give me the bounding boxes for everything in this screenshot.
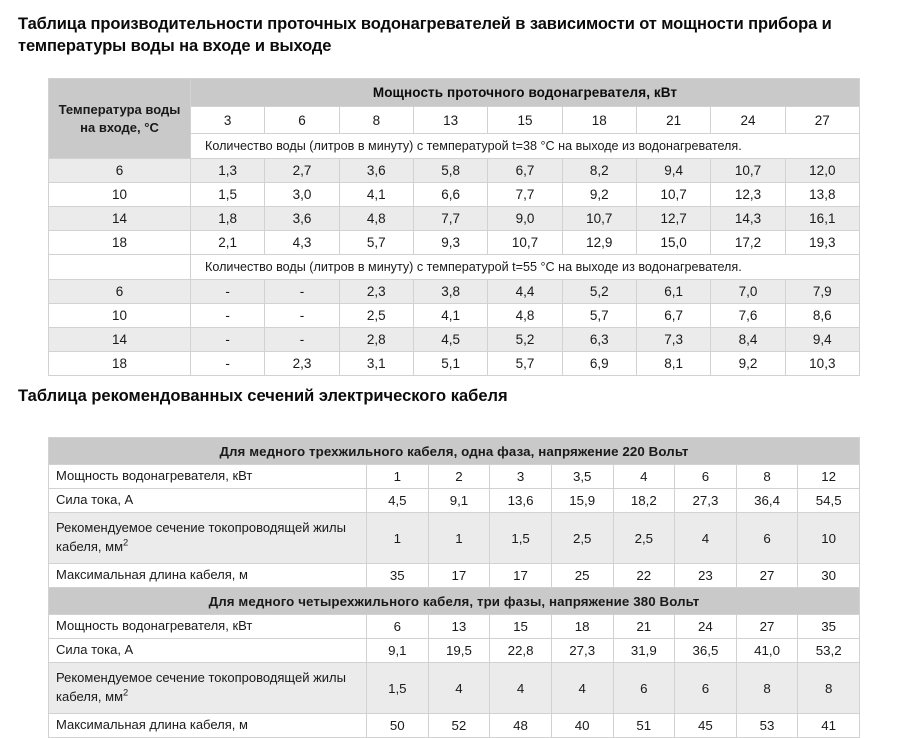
cable-row-value: 27 xyxy=(736,564,798,588)
cable-row-value: 6 xyxy=(675,663,737,714)
inlet-temperature-value: 18 xyxy=(49,352,191,376)
flow-rate-value: 10,7 xyxy=(711,159,785,183)
power-column-header: 24 xyxy=(711,107,785,134)
flow-rate-value: 9,2 xyxy=(562,183,636,207)
cable-row-value: 4 xyxy=(613,465,675,489)
power-column-header: 8 xyxy=(339,107,413,134)
cable-row-value: 1 xyxy=(367,513,429,564)
cable-row-value: 27 xyxy=(736,615,798,639)
flow-rate-value: 10,7 xyxy=(488,231,562,255)
banner-left-spacer xyxy=(49,255,191,280)
cable-row-value: 45 xyxy=(675,714,737,738)
flow-rate-value: 16,1 xyxy=(785,207,859,231)
flow-rate-value: 3,0 xyxy=(265,183,339,207)
cable-row-value: 4 xyxy=(428,663,490,714)
power-column-header: 15 xyxy=(488,107,562,134)
flow-rate-value: - xyxy=(265,304,339,328)
cable-row-value: 6 xyxy=(736,513,798,564)
cable-row-value: 13 xyxy=(428,615,490,639)
flow-rate-value: 2,5 xyxy=(339,304,413,328)
cable-row-value: 19,5 xyxy=(428,639,490,663)
flow-rate-value: 7,9 xyxy=(785,280,859,304)
flow-rate-value: 3,1 xyxy=(339,352,413,376)
cable-row-label: Рекомендуемое сечение токопроводящей жилы кабеля, $мм^2$ xyxy=(49,663,367,714)
flow-rate-value: 4,1 xyxy=(339,183,413,207)
flow-rate-value: 12,9 xyxy=(562,231,636,255)
cable-section-header-row xyxy=(49,438,860,465)
performance-section-banner-row xyxy=(49,255,860,280)
cable-row-value: 3,5 xyxy=(551,465,613,489)
table-row xyxy=(49,615,860,639)
cable-table-body xyxy=(49,438,860,738)
flow-rate-value: 7,7 xyxy=(413,207,487,231)
table-row xyxy=(49,159,860,183)
flow-rate-value: 2,3 xyxy=(339,280,413,304)
flow-rate-value: 2,7 xyxy=(265,159,339,183)
cable-row-value: 9,1 xyxy=(367,639,429,663)
cable-row-value: 53 xyxy=(736,714,798,738)
flow-rate-value: 9,4 xyxy=(636,159,710,183)
table-row xyxy=(49,513,860,564)
flow-rate-value: - xyxy=(265,328,339,352)
flow-rate-value: 7,0 xyxy=(711,280,785,304)
flow-rate-value: - xyxy=(191,304,265,328)
page-title-performance: Таблица производительности проточных водонагревателей в зависимости от мощности прибора и температуры воды на входе и выходе xyxy=(18,15,832,55)
cable-row-label: Сила тока, А xyxy=(49,489,367,513)
table-row xyxy=(49,352,860,376)
flow-rate-value: - xyxy=(265,280,339,304)
table-row xyxy=(49,465,860,489)
flow-rate-value: 2,3 xyxy=(265,352,339,376)
cable-row-value: 8 xyxy=(736,663,798,714)
flow-rate-value: 8,4 xyxy=(711,328,785,352)
flow-rate-value: 17,2 xyxy=(711,231,785,255)
flow-rate-value: 2,8 xyxy=(339,328,413,352)
cable-row-value: 35 xyxy=(798,615,860,639)
table-row xyxy=(49,714,860,738)
flow-rate-value: 7,7 xyxy=(488,183,562,207)
cable-row-value: 1,5 xyxy=(490,513,552,564)
cable-row-value: 6 xyxy=(675,465,737,489)
table-row xyxy=(49,304,860,328)
inlet-temperature-value: 14 xyxy=(49,328,191,352)
cable-row-value: 9,1 xyxy=(428,489,490,513)
cable-row-value: 23 xyxy=(675,564,737,588)
table-row xyxy=(49,207,860,231)
cable-row-value: 4 xyxy=(675,513,737,564)
cable-row-label: Максимальная длина кабеля, м xyxy=(49,564,367,588)
flow-rate-value: 5,2 xyxy=(562,280,636,304)
flow-rate-value: 6,1 xyxy=(636,280,710,304)
flow-rate-value: 5,8 xyxy=(413,159,487,183)
flow-rate-value: 5,1 xyxy=(413,352,487,376)
cable-row-value: 48 xyxy=(490,714,552,738)
cable-row-value: 2,5 xyxy=(551,513,613,564)
performance-table xyxy=(48,78,860,376)
performance-header-row-top xyxy=(49,79,860,107)
cable-row-value: 6 xyxy=(613,663,675,714)
page-title-cable: Таблица рекомендованных сечений электрического кабеля xyxy=(18,387,508,405)
cable-table xyxy=(48,437,860,738)
cable-row-value: 51 xyxy=(613,714,675,738)
flow-rate-value: 9,4 xyxy=(785,328,859,352)
cable-row-value: 4 xyxy=(551,663,613,714)
flow-rate-value: 13,8 xyxy=(785,183,859,207)
power-column-header: 3 xyxy=(191,107,265,134)
cable-row-label: Мощность водонагревателя, кВт xyxy=(49,615,367,639)
flow-rate-value: 5,7 xyxy=(488,352,562,376)
performance-table-body xyxy=(49,79,860,376)
flow-rate-value: 9,3 xyxy=(413,231,487,255)
cable-row-value: 18 xyxy=(551,615,613,639)
cable-row-label: Максимальная длина кабеля, м xyxy=(49,714,367,738)
table-row xyxy=(49,564,860,588)
cable-row-value: 2,5 xyxy=(613,513,675,564)
cable-row-value: 36,4 xyxy=(736,489,798,513)
section-banner: Количество воды (литров в минуту) с температурой t=55 °С на выходе из водонагревателя. xyxy=(191,255,860,280)
flow-rate-value: 3,8 xyxy=(413,280,487,304)
table-row xyxy=(49,328,860,352)
flow-rate-value: 4,3 xyxy=(265,231,339,255)
flow-rate-value: - xyxy=(191,280,265,304)
cable-row-value: 36,5 xyxy=(675,639,737,663)
flow-rate-value: - xyxy=(191,352,265,376)
cable-row-value: 1,5 xyxy=(367,663,429,714)
flow-rate-value: 6,3 xyxy=(562,328,636,352)
table-row xyxy=(49,489,860,513)
inlet-temperature-value: 10 xyxy=(49,183,191,207)
power-column-header: 27 xyxy=(785,107,859,134)
cable-row-label: Мощность водонагревателя, кВт xyxy=(49,465,367,489)
flow-rate-value: 6,7 xyxy=(488,159,562,183)
section-banner: Количество воды (литров в минуту) с температурой t=38 °С на выходе из водонагревателя. xyxy=(191,134,860,159)
cable-row-value: 40 xyxy=(551,714,613,738)
inlet-temperature-value: 10 xyxy=(49,304,191,328)
flow-rate-value: 10,7 xyxy=(636,183,710,207)
cable-row-value: 30 xyxy=(798,564,860,588)
power-header: Мощность проточного водонагревателя, кВт xyxy=(191,79,860,107)
cable-row-label: Сила тока, А xyxy=(49,639,367,663)
cable-row-value: 10 xyxy=(798,513,860,564)
flow-rate-value: 4,8 xyxy=(488,304,562,328)
cable-row-value: 17 xyxy=(490,564,552,588)
flow-rate-value: 1,3 xyxy=(191,159,265,183)
cable-row-value: 4 xyxy=(490,663,552,714)
flow-rate-value: 4,1 xyxy=(413,304,487,328)
flow-rate-value: 6,7 xyxy=(636,304,710,328)
cable-row-value: 8 xyxy=(798,663,860,714)
superscript-two: 2 xyxy=(123,537,129,548)
flow-rate-value: 7,3 xyxy=(636,328,710,352)
cable-row-value: 22 xyxy=(613,564,675,588)
cable-row-value: 24 xyxy=(675,615,737,639)
cable-row-value: 50 xyxy=(367,714,429,738)
inlet-temperature-value: 18 xyxy=(49,231,191,255)
cable-row-value: 25 xyxy=(551,564,613,588)
cable-section-header: Для медного четырехжильного кабеля, три фазы, напряжение 380 Вольт xyxy=(49,588,860,615)
flow-rate-value: - xyxy=(191,328,265,352)
flow-rate-value: 4,4 xyxy=(488,280,562,304)
power-column-header: 18 xyxy=(562,107,636,134)
cable-row-value: 52 xyxy=(428,714,490,738)
performance-table-container xyxy=(48,78,860,376)
flow-rate-value: 8,2 xyxy=(562,159,636,183)
cable-row-value: 41 xyxy=(798,714,860,738)
flow-rate-value: 6,6 xyxy=(413,183,487,207)
cable-row-value: 3 xyxy=(490,465,552,489)
flow-rate-value: 1,8 xyxy=(191,207,265,231)
cable-row-value: 4,5 xyxy=(367,489,429,513)
table-row xyxy=(49,663,860,714)
table-row xyxy=(49,280,860,304)
cable-row-value: 53,2 xyxy=(798,639,860,663)
superscript-two: 2 xyxy=(123,687,129,698)
power-column-header: 6 xyxy=(265,107,339,134)
table-row xyxy=(49,639,860,663)
cable-row-value: 18,2 xyxy=(613,489,675,513)
power-column-header: 21 xyxy=(636,107,710,134)
flow-rate-value: 5,7 xyxy=(562,304,636,328)
flow-rate-value: 1,5 xyxy=(191,183,265,207)
cable-row-value: 22,8 xyxy=(490,639,552,663)
cable-row-value: 6 xyxy=(367,615,429,639)
cable-row-value: 1 xyxy=(367,465,429,489)
flow-rate-value: 2,1 xyxy=(191,231,265,255)
flow-rate-value: 19,3 xyxy=(785,231,859,255)
flow-rate-value: 9,2 xyxy=(711,352,785,376)
flow-rate-value: 7,6 xyxy=(711,304,785,328)
inlet-temperature-value: 6 xyxy=(49,280,191,304)
cable-row-value: 17 xyxy=(428,564,490,588)
cable-table-container xyxy=(48,437,860,738)
cable-row-value: 15,9 xyxy=(551,489,613,513)
flow-rate-value: 6,9 xyxy=(562,352,636,376)
table-row xyxy=(49,183,860,207)
flow-rate-value: 4,8 xyxy=(339,207,413,231)
inlet-temperature-header: Температура воды на входе, °C xyxy=(49,79,191,159)
power-column-header: 13 xyxy=(413,107,487,134)
flow-rate-value: 9,0 xyxy=(488,207,562,231)
cable-row-value: 27,3 xyxy=(675,489,737,513)
flow-rate-value: 4,5 xyxy=(413,328,487,352)
flow-rate-value: 3,6 xyxy=(265,207,339,231)
cable-row-value: 21 xyxy=(613,615,675,639)
cable-row-value: 54,5 xyxy=(798,489,860,513)
cable-row-value: 15 xyxy=(490,615,552,639)
cable-section-header: Для медного трехжильного кабеля, одна фаза, напряжение 220 Вольт xyxy=(49,438,860,465)
flow-rate-value: 14,3 xyxy=(711,207,785,231)
cable-row-value: 1 xyxy=(428,513,490,564)
flow-rate-value: 12,0 xyxy=(785,159,859,183)
cable-row-value: 12 xyxy=(798,465,860,489)
flow-rate-value: 8,1 xyxy=(636,352,710,376)
cable-row-value: 8 xyxy=(736,465,798,489)
inlet-temperature-value: 6 xyxy=(49,159,191,183)
inlet-temperature-value: 14 xyxy=(49,207,191,231)
cable-row-value: 2 xyxy=(428,465,490,489)
flow-rate-value: 12,3 xyxy=(711,183,785,207)
cable-row-value: 13,6 xyxy=(490,489,552,513)
cable-row-value: 35 xyxy=(367,564,429,588)
cable-section-header-row xyxy=(49,588,860,615)
flow-rate-value: 3,6 xyxy=(339,159,413,183)
cable-row-value: 27,3 xyxy=(551,639,613,663)
table-row xyxy=(49,231,860,255)
flow-rate-value: 15,0 xyxy=(636,231,710,255)
flow-rate-value: 10,3 xyxy=(785,352,859,376)
cable-row-value: 41,0 xyxy=(736,639,798,663)
cable-row-value: 31,9 xyxy=(613,639,675,663)
flow-rate-value: 5,2 xyxy=(488,328,562,352)
flow-rate-value: 5,7 xyxy=(339,231,413,255)
flow-rate-value: 8,6 xyxy=(785,304,859,328)
flow-rate-value: 10,7 xyxy=(562,207,636,231)
cable-row-label: Рекомендуемое сечение токопроводящей жилы кабеля, $мм^2$ xyxy=(49,513,367,564)
flow-rate-value: 12,7 xyxy=(636,207,710,231)
